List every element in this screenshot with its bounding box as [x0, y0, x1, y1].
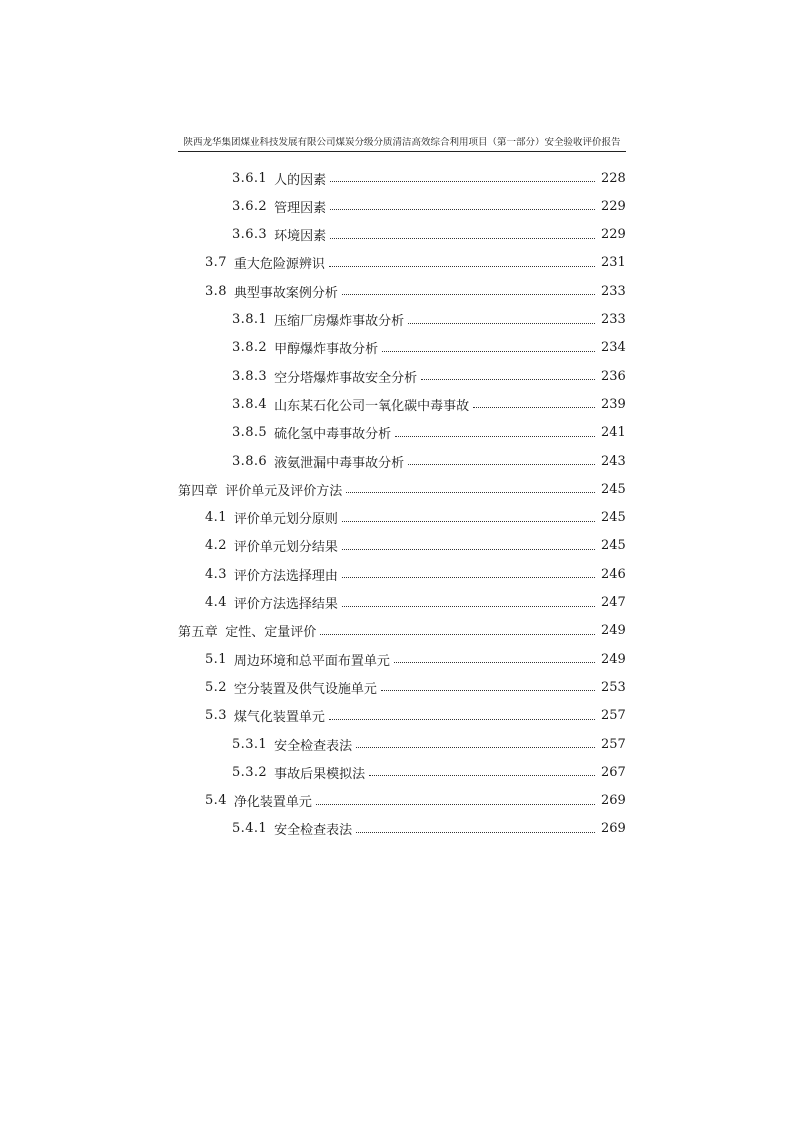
toc-entry[interactable] — [0, 334, 800, 362]
dot-leader — [394, 649, 595, 663]
dot-leader — [346, 479, 595, 493]
toc-entry[interactable] — [0, 447, 800, 475]
dot-leader — [356, 819, 595, 833]
dot-leader — [320, 621, 595, 635]
toc-entry-page-number: 228 — [601, 170, 626, 186]
toc-entry-number: 4.2 — [205, 538, 227, 554]
toc-entry[interactable] — [0, 617, 800, 645]
toc-entry-number: 3.8.2 — [232, 340, 268, 356]
toc-entry-number: 5.4.1 — [232, 821, 268, 837]
toc-entry[interactable] — [0, 645, 800, 673]
toc-entry-page-number: 245 — [601, 510, 626, 526]
toc-entry[interactable] — [0, 730, 800, 758]
dot-leader — [421, 366, 595, 380]
dot-leader — [330, 196, 595, 210]
toc-entry-page-number: 231 — [601, 255, 626, 271]
toc-entry-number: 3.6.1 — [232, 170, 268, 186]
toc-entry[interactable] — [0, 419, 800, 447]
toc-entry-title: 评价单元划分原则 — [233, 512, 338, 528]
dot-leader — [330, 225, 595, 239]
toc-entry-page-number: 233 — [601, 312, 626, 327]
dot-leader — [408, 310, 595, 324]
running-header: 陕西龙华集团煤业科技发展有限公司煤炭分级分质清洁高效综合利用项目（第一部分）安全验收评价报告 — [183, 137, 621, 148]
dot-leader — [329, 253, 595, 267]
toc-entry-number: 3.8.5 — [232, 425, 268, 441]
toc-entry[interactable] — [0, 815, 800, 843]
toc-entry-title: 压缩厂房爆炸事故分析 — [274, 314, 405, 329]
toc-entry-page-number: 253 — [601, 679, 626, 695]
toc-entry-page-number: 243 — [601, 453, 626, 469]
toc-entry[interactable] — [0, 673, 800, 701]
toc-entry-page-number: 229 — [601, 198, 626, 214]
dot-leader — [342, 564, 595, 578]
toc-entry-title: 山东某石化公司一氧化碳中毒事故 — [274, 398, 470, 414]
dot-leader — [316, 791, 595, 805]
toc-entry-number: 5.4 — [205, 793, 227, 809]
toc-entry-title: 评价方法选择结果 — [233, 597, 338, 612]
toc-entry[interactable] — [0, 475, 800, 503]
toc-entry-title: 评价单元划分结果 — [233, 540, 338, 556]
dot-leader — [382, 338, 595, 352]
toc-entry-number: 5.1 — [205, 651, 227, 667]
toc-entry-number: 5.3 — [205, 708, 227, 724]
dot-leader — [329, 706, 595, 720]
toc-entry-number: 3.8 — [205, 283, 227, 299]
toc-entry-number: 3.6.3 — [232, 227, 268, 243]
toc-entry-number: 3.8.6 — [232, 453, 268, 469]
toc-entry-number: 3.6.2 — [232, 198, 268, 214]
toc-entry-page-number: 249 — [601, 623, 626, 639]
toc-entry-number: 4.4 — [205, 595, 227, 610]
toc-entry-page-number: 229 — [601, 227, 626, 243]
toc-entry[interactable] — [0, 306, 800, 334]
dot-leader — [381, 677, 595, 691]
toc-entry-page-number: 239 — [601, 396, 626, 412]
toc-entry[interactable] — [0, 362, 800, 390]
toc-entry-page-number: 257 — [601, 736, 626, 752]
toc-entry-page-number: 245 — [601, 481, 626, 497]
toc-entry-title: 典型事故案例分析 — [233, 285, 338, 301]
toc-entry-title: 人的因素 — [274, 172, 327, 188]
dot-leader — [369, 762, 595, 776]
toc-entry-page-number: 245 — [601, 538, 626, 554]
toc-entry[interactable] — [0, 702, 800, 730]
toc-entry-title: 净化装置单元 — [233, 795, 312, 811]
toc-entry[interactable] — [0, 164, 800, 192]
toc-entry-page-number: 241 — [601, 425, 626, 441]
toc-entry-number: 4.1 — [205, 510, 227, 526]
toc-entry-title: 煤气化装置单元 — [233, 710, 325, 726]
toc-entry[interactable] — [0, 390, 800, 418]
dot-leader — [342, 508, 595, 522]
dot-leader — [395, 423, 595, 437]
toc-entry[interactable] — [0, 589, 800, 617]
toc-entry-number: 5.2 — [205, 679, 227, 695]
toc-entry-title: 周边环境和总平面布置单元 — [233, 653, 390, 669]
toc-entry-title: 甲醇爆炸事故分析 — [274, 342, 379, 358]
toc-entry[interactable] — [0, 787, 800, 815]
toc-entry-number: 3.8.4 — [232, 396, 268, 412]
dot-leader — [473, 394, 595, 408]
toc-entry-page-number: 249 — [601, 651, 626, 667]
toc-entry-title: 事故后果模拟法 — [274, 766, 366, 782]
toc-entry-number: 第五章 — [178, 625, 219, 641]
toc-entry-title: 重大危险源辨识 — [233, 257, 325, 273]
toc-entry-page-number: 247 — [601, 595, 626, 610]
toc-entry[interactable] — [0, 249, 800, 277]
toc-entry-number: 3.8.1 — [232, 312, 268, 327]
toc-entry-title: 安全检查表法 — [274, 738, 353, 754]
toc-entry[interactable] — [0, 277, 800, 305]
toc-entry-number: 5.3.2 — [232, 764, 268, 780]
toc-entry-title: 评价单元及评价方法 — [225, 483, 343, 499]
dot-leader — [408, 451, 595, 465]
toc-entry-title: 评价方法选择理由 — [233, 568, 338, 584]
toc-entry-title: 安全检查表法 — [274, 823, 353, 839]
toc-entry-number: 4.3 — [205, 566, 227, 582]
toc-entry-page-number: 246 — [601, 566, 626, 582]
toc-entry[interactable] — [0, 560, 800, 588]
dot-leader — [342, 593, 595, 607]
toc-entry-page-number: 233 — [601, 283, 626, 299]
toc-entry-title: 空分塔爆炸事故安全分析 — [274, 370, 418, 386]
toc-entry-title: 硫化氢中毒事故分析 — [274, 427, 392, 443]
toc-entry-title: 环境因素 — [274, 229, 327, 245]
toc-entry[interactable] — [0, 758, 800, 786]
toc-entry-page-number: 269 — [601, 793, 626, 809]
toc-entry-number: 5.3.1 — [232, 736, 268, 752]
toc-entry-title: 定性、定量评价 — [225, 625, 317, 641]
toc-entry-page-number: 269 — [601, 821, 626, 837]
header-rule — [178, 151, 626, 152]
toc-entry-number: 第四章 — [178, 483, 219, 499]
toc-entry-title: 空分装置及供气设施单元 — [233, 681, 377, 697]
toc-entry-number: 3.7 — [205, 255, 227, 271]
dot-leader — [342, 536, 595, 550]
dot-leader — [330, 168, 595, 182]
toc-entry-title: 液氨泄漏中毒事故分析 — [274, 455, 405, 471]
dot-leader — [342, 281, 595, 295]
toc-entry-page-number: 267 — [601, 764, 626, 780]
dot-leader — [356, 734, 595, 748]
toc-entry[interactable] — [0, 532, 800, 560]
toc-entry-page-number: 257 — [601, 708, 626, 724]
toc-entry-page-number: 234 — [601, 340, 626, 356]
toc-entry[interactable] — [0, 221, 800, 249]
toc-entry[interactable] — [0, 504, 800, 532]
toc-entry-page-number: 236 — [601, 368, 626, 384]
toc-entry-title: 管理因素 — [274, 200, 327, 216]
toc-entry[interactable] — [0, 192, 800, 220]
toc-entry-number: 3.8.3 — [232, 368, 268, 384]
